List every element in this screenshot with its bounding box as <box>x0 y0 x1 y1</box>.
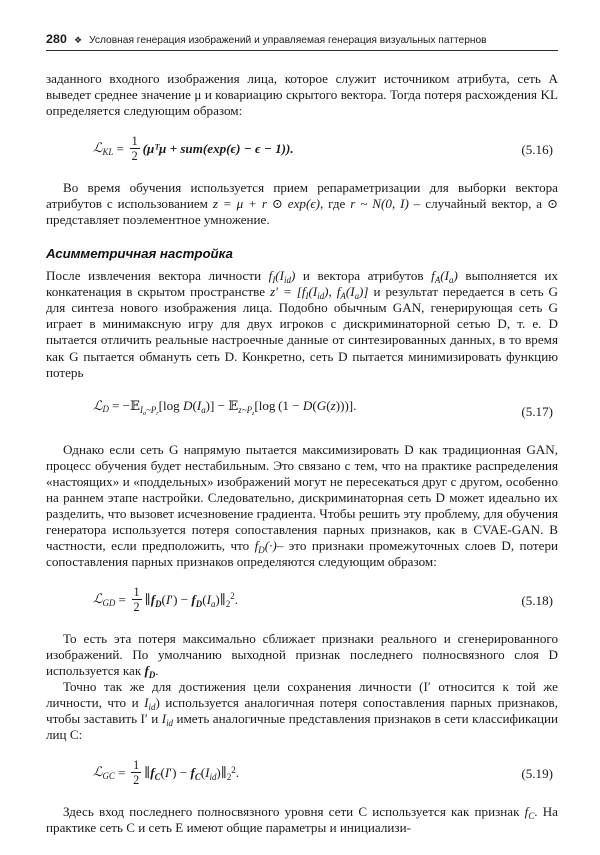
eq516-fraction <box>130 135 140 162</box>
inline-math-i-id-1: $I_{id}$ <box>144 695 156 713</box>
inline-math-f-d: $f_D$ <box>144 663 156 680</box>
inline-math-f-a: $f_A(I_a)$ <box>431 268 458 286</box>
eq519-fraction <box>131 759 141 786</box>
paragraph-5 <box>46 631 558 679</box>
paragraph-2 <box>46 180 558 228</box>
eq519-denominator: 2 <box>133 772 140 787</box>
paragraph-6-text-a: Точно так же для достижения цели сохранения личности (I′ относится к той же личности, что и <box>46 679 558 711</box>
inline-math-z-prime: $z' = [f_I(I_{id})$, $f_A(I_a)$] <box>270 284 369 302</box>
paragraph-6 <box>46 679 558 743</box>
eq519-equals: = <box>117 764 126 780</box>
inline-math-noise: r ~ N(0, I) <box>350 196 409 212</box>
eq519-lhs: ℒ <box>93 765 103 781</box>
equation-5-17-number: (5.17) <box>521 403 553 419</box>
eq518-rhs: $\parallel f_D(I')$ − $f_D(I_a)\parallel_2^2$. <box>144 591 239 609</box>
paragraph-1-text: заданного входного изображения лица, которое служит источником атрибута, сеть A выведет среднее значение μ и ковариацию скрытого вектора. Тогда потеря расхождения KL определяется следующим образом: <box>46 71 558 119</box>
paragraph-2-text-c: – случайный вектор, а ⊙ представляет поэлементное умножение. <box>46 196 559 228</box>
paragraph-4-text-a: Однако если сеть G напрямую пытается максимизировать D как традиционная GAN, процесс обучения будет нестабильным. Это связано с тем, что на практике распределения «настоящих» и «поддельных» изображений могут не пересекаться друг с другом, особенно на раннем этапе настройки. Следовательно, дискриминаторная сеть D может идеально их разделить, что вызовет исчезновение градиента. Чтобы решить эту проблему, для обучения генератора используется потеря сопоставления парных признаков, как в CVAE-GAN. В частности, если предположить, что <box>46 441 558 553</box>
equation-5-18-number: (5.18) <box>521 592 553 608</box>
running-header <box>46 32 558 51</box>
paragraph-3-text-b: и вектора атрибутов <box>302 268 424 284</box>
eq518-denominator: 2 <box>133 599 140 614</box>
paragraph-7-text-a: Здесь вход последнего полносвязного уровня сети C используется как признак <box>63 804 520 820</box>
paragraph-6-text-b: ) используется аналогичная потеря сопоставления парных признаков, чтобы заставить I′ и <box>46 695 558 727</box>
paragraph-3 <box>46 268 558 380</box>
eq516-numerator: 1 <box>131 134 138 149</box>
inline-math-f-c: $f_C$ <box>524 804 535 822</box>
inline-math-f-d-dot: $f_D(\cdot)$ <box>254 537 277 555</box>
paragraph-3-text-a: После извлечения вектора личности <box>46 268 262 284</box>
equation-5-16 <box>46 135 558 165</box>
eq519-numerator: 1 <box>133 758 140 773</box>
inline-math-f-i: $f_I(I_{id})$ <box>268 268 296 286</box>
paragraph-4 <box>46 442 558 570</box>
inline-math-i-id-2: $I_{id}$ <box>161 711 174 729</box>
equation-5-18-body: ℒ $_{GD}$ = $\frac{1}{2}$ $\parallel f_D(I')$ − $f_D(I_a)\parallel_2^2$. <box>93 584 239 614</box>
inline-math-reparam: z = μ + r ⊙ exp(ϵ) <box>212 196 320 212</box>
paragraph-2-text-a: Во время обучения используется прием репараметризации для выборки вектора атрибутов с использованием <box>46 180 558 212</box>
paragraph-1 <box>46 71 558 119</box>
paragraph-3-text-d: и результат передается в сеть G для синтеза нового изображения лица. Подобно обычным GAN, генерирующая сеть G играет в минимаксную игру для двух игроков с дискриминаторной сетью D, т. е. D пытается отличить реальные настроечные данные от синтезированных данных, в то время как G пытается обмануть сеть D. Конкретно, сеть D пытается минимизировать функцию потерь <box>46 284 559 380</box>
eq519-rhs: $\parallel f_C(I')$ − $f_C(I_{id})\parallel_2^2$. <box>144 764 240 782</box>
eq518-numerator: 1 <box>133 584 140 599</box>
eq517-lhs: ℒ <box>93 398 103 414</box>
diamond-ornament-icon: ❖ <box>73 34 83 45</box>
equation-5-17 <box>46 397 558 427</box>
paragraph-5-text-a: То есть эта потеря максимально сближает признаки реального и сгенерированного изображений. По умолчанию выходной признак последнего полносвязного слоя D используется как <box>46 630 558 679</box>
equation-5-19-body: ℒ $_{GC}$ = $\frac{1}{2}$ $\parallel f_C(I')$ − $f_C(I_{id})\parallel_2^2$. <box>93 758 240 787</box>
paragraph-7 <box>46 804 558 836</box>
eq517-rhs: −𝔼$_{I_a\sim P_r}$[log $D(I_a)$] − 𝔼$_{z\sim P_z}$[log (1 − D(G(z)))]. <box>122 398 357 417</box>
equation-5-18 <box>46 586 558 616</box>
eq516-rhs: (μᵀμ + sum(exp(ϵ) − ϵ − 1)). <box>142 140 294 156</box>
eq518-lhs: ℒ <box>93 592 103 608</box>
equation-5-17-body: ℒ $_D$ = −𝔼$_{I_a\sim P_r}$[log $D(I_a)$] − 𝔼$_{z\sim P_z}$[log (1 − D(G(z)))]. <box>93 398 357 417</box>
eq518-equals: = <box>118 591 126 607</box>
page-number: 280 <box>46 32 67 46</box>
eq516-equals: = <box>116 140 124 156</box>
equation-5-19 <box>46 759 558 789</box>
paragraph-3-text-c: выполняется их конкатенация в скрытом пространстве <box>46 268 559 300</box>
paragraph-7-text-b: . На практике сеть C и сеть E имеют общие параметры и инициализи- <box>46 804 558 836</box>
paragraph-4-text-b: – это признаки промежуточных слоев D, потери сопоставления парных признаков определяются следующим образом: <box>46 537 559 569</box>
equation-5-19-number: (5.19) <box>521 766 553 782</box>
paragraph-6-text-c: иметь аналогичные представления признаков в сети классификации лиц C: <box>46 711 559 743</box>
paragraph-5-text-b: . <box>155 663 159 679</box>
equation-5-16-body: ℒ $_{KL}$ = $\frac{1}{2}$ (μᵀμ + sum(exp(ϵ) − ϵ − 1)). <box>93 134 294 163</box>
eq517-equals: = <box>112 398 120 414</box>
eq516-lhs: ℒ <box>93 141 103 157</box>
eq518-fraction <box>132 586 142 613</box>
paragraph-2-text-b: , где <box>319 196 346 212</box>
equation-5-16-number: (5.16) <box>521 142 553 158</box>
eq516-denominator: 2 <box>131 148 138 163</box>
chapter-title: Условная генерация изображений и управляемая генерация визуальных паттернов <box>89 35 487 46</box>
section-heading-asymmetric-training: Асимметричная настройка <box>46 246 233 262</box>
